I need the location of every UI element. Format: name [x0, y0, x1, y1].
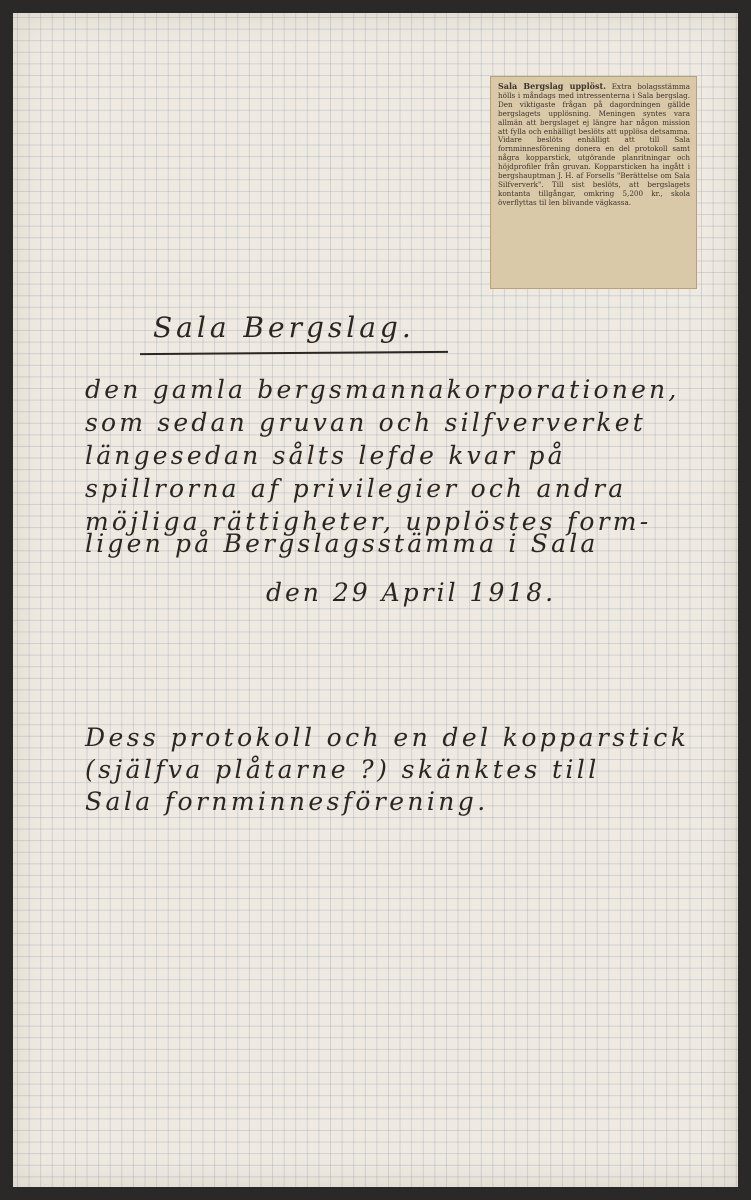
handwritten-line: spillrorna af privilegier och andra: [85, 474, 627, 503]
handwritten-date: den 29 April 1918.: [266, 578, 557, 607]
newspaper-clipping: [490, 76, 697, 289]
handwritten-line: Dess protokoll och en del kopparstick: [85, 723, 690, 752]
handwritten-title: Sala Bergslag.: [153, 311, 415, 344]
handwritten-line: möjliga rättigheter, upplöstes form-: [85, 507, 652, 536]
handwritten-line: den gamla bergsmannakorporationen,: [85, 375, 680, 404]
clipping-headline: Sala Bergslag upplöst.: [498, 81, 607, 91]
handwritten-line: ligen på Bergslagsstämma i Sala: [85, 529, 599, 558]
handwritten-line: (själfva plåtarne ?) skänktes till: [85, 755, 600, 784]
handwritten-line: Sala fornminnesförening.: [85, 787, 489, 816]
handwritten-line: som sedan gruvan och silfververket: [85, 408, 646, 437]
document-page: [13, 13, 738, 1187]
handwritten-line: längesedan sålts lefde kvar på: [85, 441, 566, 470]
title-underline: [140, 351, 448, 355]
clipping-body: Extra bolagsstämma hölls i måndags med intressenterna i Sala bergslag. Den viktigaste frågan på dagordningen gällde bergslagets upplösning. Meningen syntes vara allmän att bergslaget ej längre har någon mission att fylla och enhälligt beslöts att upplösa detsamma. Vidare beslöts enhälligt att till Sala fornminnesförening donera en del protokoll samt några kopparstick, utgörande planritningar och höjdprofiler från gruvan. Kopparsticken ha ingått i bergshauptman J. H. af Forsells "Berättelse om Sala Silfververk". Till sist beslöts, att bergslagets kontanta tillgångar, omkring 5,200 kr., skola överflyttas til len blivande vägkassa.: [498, 82, 690, 207]
